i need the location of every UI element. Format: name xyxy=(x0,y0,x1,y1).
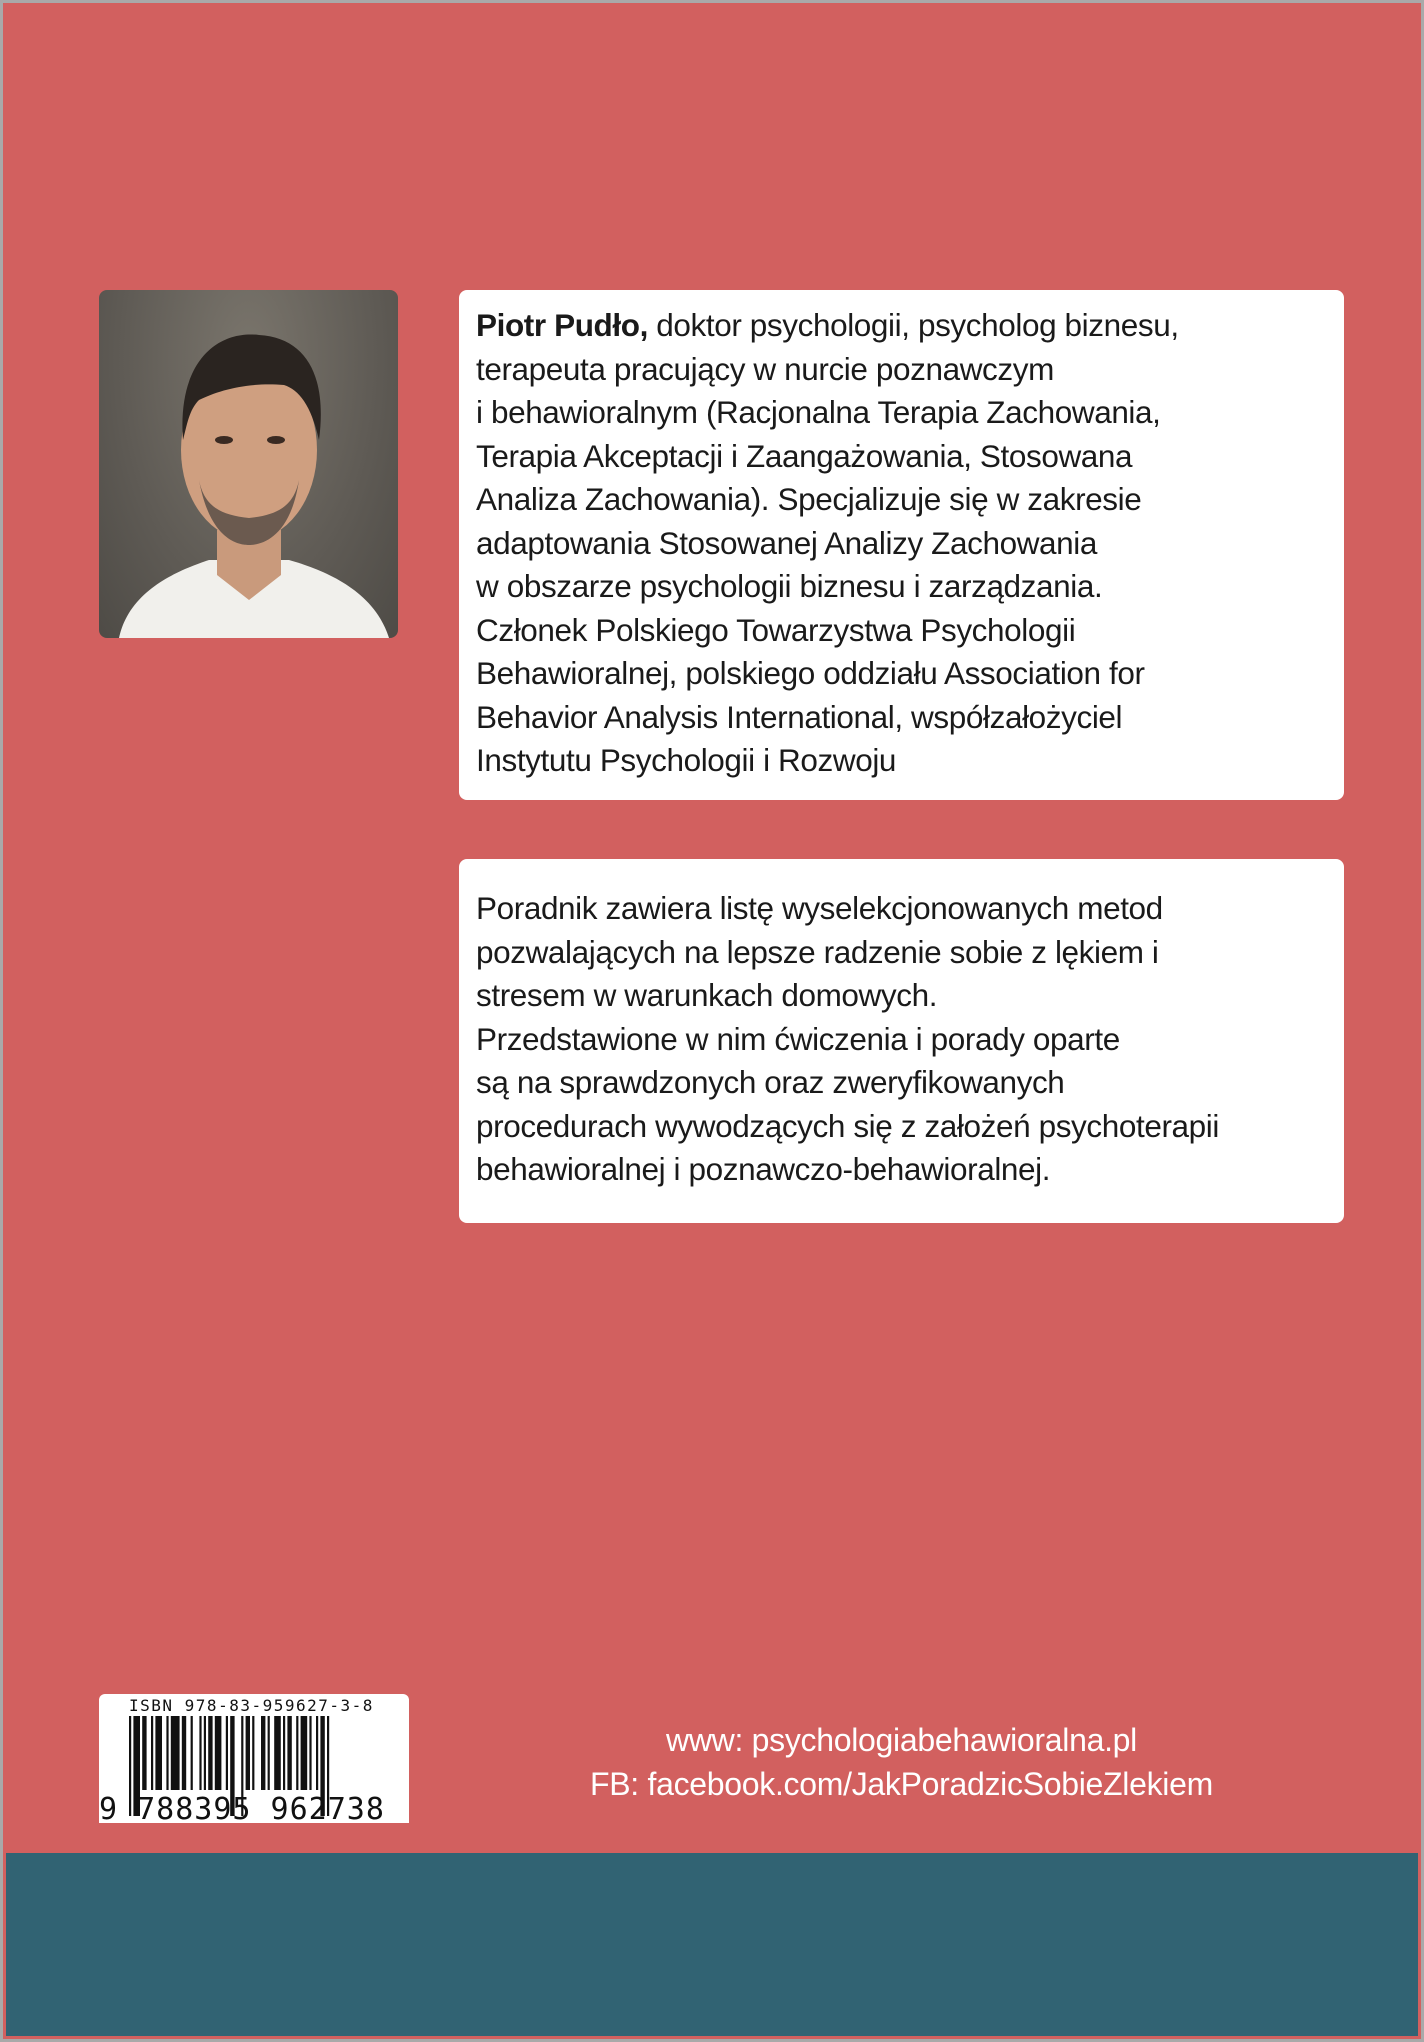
facebook-link[interactable]: FB: facebook.com/JakPoradzicSobieZlekiem xyxy=(590,1766,1213,1802)
bio-line: terapeuta pracujący w nurcie poznawczym xyxy=(476,350,1054,387)
barcode-bar xyxy=(182,1716,186,1790)
barcode-bar xyxy=(309,1716,311,1790)
bio-line: adaptowania Stosowanej Analizy Zachowania xyxy=(476,524,1098,561)
barcode-bar xyxy=(261,1716,265,1790)
barcode-bar xyxy=(199,1716,201,1790)
barcode-bar xyxy=(166,1716,168,1790)
bio-line: Behawioralnej, polskiego oddziału Association for xyxy=(476,655,1145,691)
barcode-bar xyxy=(226,1716,228,1790)
barcode-bar xyxy=(283,1716,285,1790)
bio-line: Instytutu Psychologii i Rozwoju xyxy=(476,742,897,778)
author-photo xyxy=(99,290,398,638)
description-line: stresem w warunkach domowych. xyxy=(476,977,938,1013)
description-line: są na sprawdzonych oraz zweryfikowanych xyxy=(476,1064,1065,1100)
author-portrait-icon xyxy=(99,290,398,638)
barcode-bar xyxy=(171,1716,180,1790)
barcode-bar xyxy=(268,1716,270,1790)
barcode-bar xyxy=(252,1716,254,1790)
bio-line: Behavior Analysis International, współzałożyciel xyxy=(476,698,1123,735)
description-line: pozwalających na lepsze radzenie sobie z lękiem i xyxy=(476,933,1159,970)
bio-line: Analiza Zachowania). Specjalizuje się w zakresie xyxy=(476,481,1142,517)
barcode-bar xyxy=(142,1716,146,1790)
barcode-bar xyxy=(287,1716,291,1790)
description-line: behawioralnej i poznawczo-behawioralnej. xyxy=(476,1151,1051,1187)
barcode-bar xyxy=(151,1716,153,1790)
description-line: procedurach wywodzących się z założeń psychoterapii xyxy=(476,1107,1219,1144)
barcode-bar xyxy=(215,1716,222,1790)
bio-line: Członek Polskiego Towarzystwa Psychologii xyxy=(476,611,1076,648)
isbn-barcode xyxy=(99,1694,409,1827)
barcode-bar xyxy=(274,1716,281,1790)
contact-links xyxy=(459,1718,1344,1806)
barcode-bar xyxy=(191,1716,193,1790)
barcode-bar xyxy=(208,1716,212,1790)
barcode-bar xyxy=(316,1716,318,1790)
book-description-card xyxy=(459,859,1344,1223)
barcode-digits: 9 788395 962738 xyxy=(99,1792,385,1827)
description-line: Poradnik zawiera listę wyselekcjonowanych metod xyxy=(476,890,1163,926)
barcode-bar xyxy=(301,1716,308,1790)
isbn-label: ISBN 978-83-959627-3-8 xyxy=(129,1696,374,1715)
author-bio-card xyxy=(459,290,1344,800)
author-name: Piotr Pudło, xyxy=(476,307,648,343)
barcode-bar xyxy=(296,1716,298,1790)
barcode-bar xyxy=(155,1716,162,1790)
description-line: Przedstawione w nim ćwiczenia i porady oparte xyxy=(476,1020,1120,1057)
bottom-band xyxy=(6,1853,1418,2036)
barcode-bar xyxy=(204,1716,206,1790)
website-link[interactable]: www: psychologiabehawioralna.pl xyxy=(666,1722,1137,1758)
bio-line: w obszarze psychologii biznesu i zarządzania. xyxy=(476,568,1103,604)
bio-line: doktor psychologii, psycholog biznesu, xyxy=(647,307,1179,343)
bio-line: i behawioralnym (Racjonalna Terapia Zachowania, xyxy=(476,394,1161,430)
bio-line: Terapia Akceptacji i Zaangażowania, Stosowana xyxy=(476,437,1133,474)
barcode-bar xyxy=(246,1716,250,1790)
